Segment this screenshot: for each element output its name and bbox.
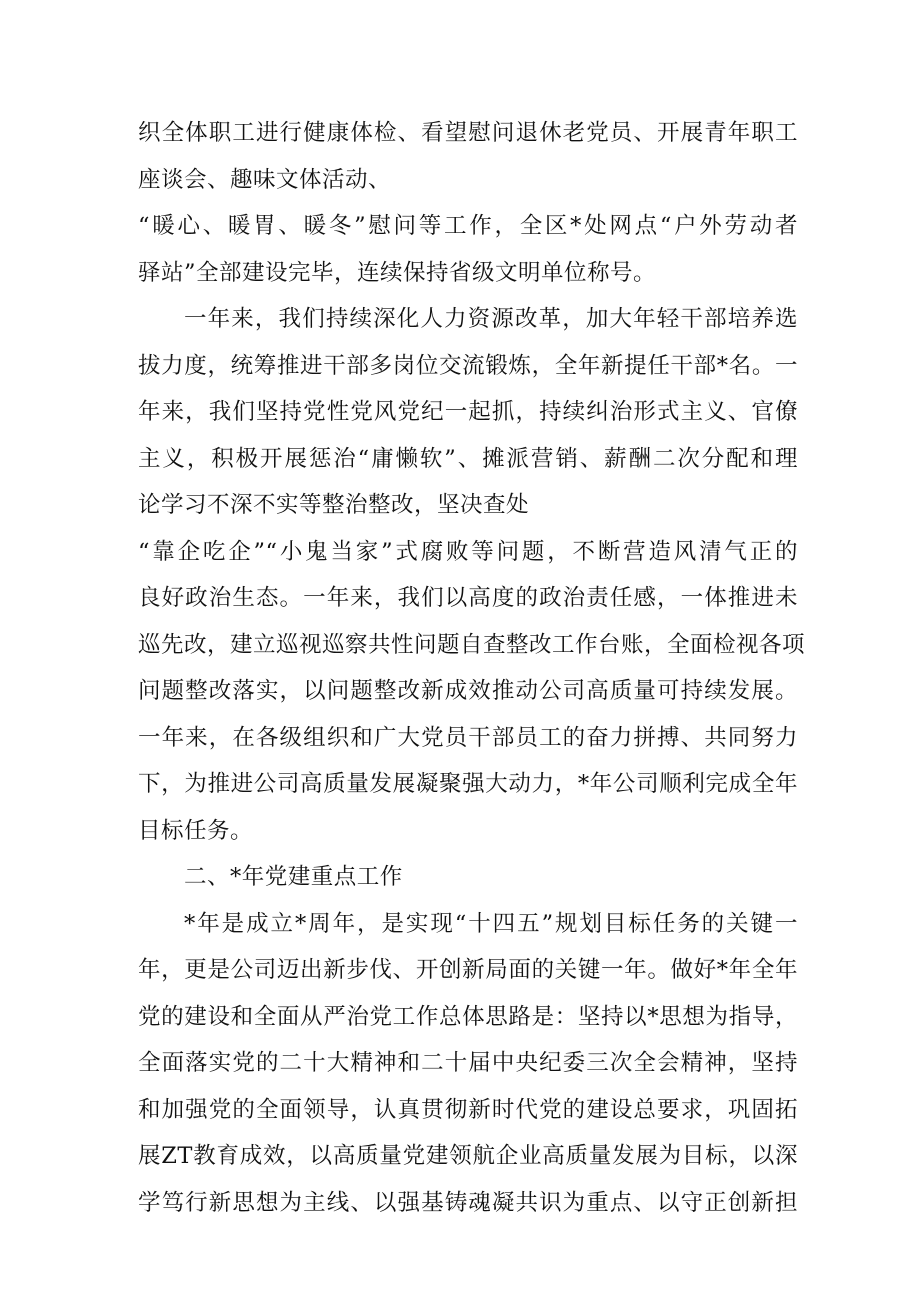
text-line: 良好政治生态。一年来，我们以高度的政治责任感，一体推进未 (138, 585, 798, 611)
paragraph-first-line: 一年来，我们持续深化人力资源改革，加大年轻干部培养选 (184, 306, 798, 332)
text-line: 座谈会、趣味文体活动、 (138, 166, 392, 193)
document-body (138, 110, 806, 1226)
text-line: 下，为推进公司高质量发展凝聚强大动力，*年公司顺利完成全年 (138, 771, 798, 797)
text-line: 全面落实党的二十大精神和二十届中央纪委三次全会精神，坚持 (138, 1050, 798, 1076)
text-line: 驿站”全部建设完毕，连续保持省级文明单位称号。 (138, 259, 657, 286)
text-line: 年，更是公司迈出新步伐、开创新局面的关键一年。做好*年全年 (138, 957, 798, 983)
text-line: “靠企吃企”“小鬼当家”式腐败等问题，不断营造风清气正的 (138, 538, 798, 565)
text-line: 问题整改落实，以问题整改新成效推动公司高质量可持续发展。 (138, 678, 798, 704)
text-line: 织全体职工进行健康体检、看望慰问退休老党员、开展青年职工 (138, 120, 798, 146)
text-line: 论学习不深不实等整治整改，坚决查处 (138, 492, 530, 518)
text-line: 党的建设和全面从严治党工作总体思路是：坚持以*思想为指导， (138, 1003, 798, 1030)
text-line: 主义，积极开展惩治“庸懒软”、摊派营销、薪酬二次分配和理 (138, 445, 798, 472)
text-line: 展ZT教育成效，以高质量党建领航企业高质量发展为目标，以深 (138, 1143, 798, 1169)
paragraph-first-line: 二、*年党建重点工作 (184, 864, 403, 890)
text-line: 学笃行新思想为主线、以强基铸魂凝共识为重点、以守正创新担 (138, 1189, 798, 1216)
text-line: “暖心、暖胃、暖冬”慰问等工作，全区*处网点“户外劳动者 (138, 213, 798, 239)
text-line: 目标任务。 (138, 817, 254, 844)
text-line: 年来，我们坚持党性党风党纪一起抓，持续纠治形式主义、官僚 (138, 399, 798, 425)
text-line: 和加强党的全面领导，认真贯彻新时代党的建设总要求，巩固拓 (138, 1096, 798, 1123)
paragraph-first-line: *年是成立*周年，是实现“十四五”规划目标任务的关键一 (184, 910, 798, 937)
text-line: 一年来，在各级组织和广大党员干部员工的奋力拼搏、共同努力 (138, 724, 798, 751)
text-line: 拔力度，统筹推进干部多岗位交流锻炼，全年新提任干部*名。一 (138, 352, 798, 379)
text-line: 巡先改，建立巡视巡察共性问题自查整改工作台账，全面检视各项 (138, 631, 806, 658)
